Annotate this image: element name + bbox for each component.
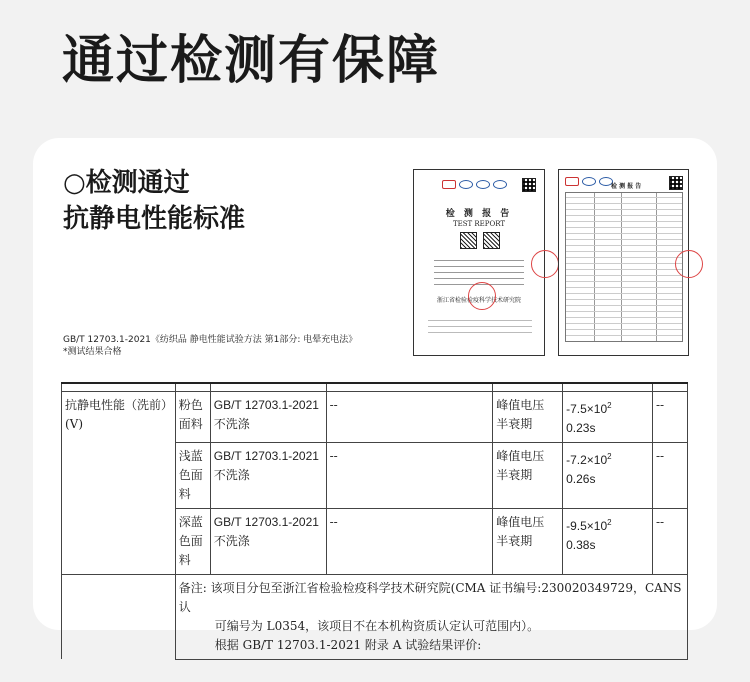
certification-logos [442,180,507,189]
table-notes-row [62,574,688,659]
issuing-organization: 浙江省检验检疫科学技术研究院 [436,297,521,304]
subcontract-note: 备注: 该项目分包至浙江省检验检疫科学技术研究院(CMA 证书编号:230020349729，CANS 认 [178,580,682,614]
qr-code-icon [483,232,500,249]
seal-logo-icon [493,180,507,189]
subcontract-note-continued: 可编号为 L0354，该项目不在本机构资质认定认可范围内）。 [214,618,540,633]
report-card [33,138,717,652]
official-seal-icon [531,250,559,278]
judgement-cell: -- [653,391,688,442]
half-life-label: 半衰期 [496,416,533,431]
qr-code-icon [460,232,477,249]
requirement-cell: -- [326,508,493,574]
ilac-logo-icon [582,177,596,186]
property-cell: 抗静电性能（洗前）(V) [62,391,176,574]
requirement-cell: -- [326,391,493,442]
notes-cell [175,574,687,659]
report-page-title: 检 测 报 告 [611,183,642,190]
qr-code-icon [522,178,536,192]
method-cell [210,391,326,442]
peak-voltage-label: 峰值电压 [496,448,545,463]
requirement-cell: -- [326,442,493,508]
peak-voltage-label: 峰值电压 [496,514,545,529]
method-note: 不洗涤 [213,467,250,482]
footer-line [428,332,532,333]
qr-code-icon [669,176,683,190]
peak-voltage-value: $-9.5\times 10^2$ [566,517,612,533]
evaluation-basis: 根据 GB/T 12703.1-2021 附录 A 试验结果评价: [214,637,482,652]
method-note: 不洗涤 [213,416,250,431]
value-cell [563,442,653,508]
color-cell: 浅蓝色面料 [175,442,210,508]
peak-voltage-label: 峰值电压 [496,397,545,412]
form-line [434,278,524,279]
judgement-cell: -- [653,508,688,574]
official-seal-icon [468,282,496,310]
method-note: 不洗涤 [213,533,250,548]
official-seal-icon [675,250,703,278]
half-life-value: 0.23s [566,420,596,435]
method-standard: GB/T 12703.1-2021 [213,448,319,463]
method-cell [210,508,326,574]
judgement-cell: -- [653,442,688,508]
color-cell: 粉色面料 [175,391,210,442]
label-cell [493,442,563,508]
cma-logo-icon [442,180,456,189]
table-row [62,391,688,442]
form-line [434,260,524,261]
value-cell [563,508,653,574]
results-table-thumbnail [565,192,683,342]
antistatic-standard-heading: 抗静电性能标准 [63,204,246,234]
test-report-cover-image [413,169,545,356]
label-cell [493,391,563,442]
form-line [434,272,524,273]
half-life-label: 半衰期 [496,533,533,548]
cma-logo-icon [565,177,579,186]
color-cell: 深蓝色面料 [175,508,210,574]
table-top-edge [62,383,688,391]
method-cell [210,442,326,508]
peak-voltage-value: $-7.2\times 10^2$ [566,451,612,467]
label-cell [493,508,563,574]
test-results-table [61,382,688,660]
method-standard: GB/T 12703.1-2021 [213,514,319,529]
footer-line [428,326,532,327]
method-standard: GB/T 12703.1-2021 [213,397,319,412]
cnas-logo-icon [476,180,490,189]
peak-voltage-value: $-7.5\times 10^2$ [566,400,612,416]
test-report-page-image [558,169,689,356]
standard-reference: GB/T 12703.1-2021《纺织品 静电性能试验方法 第1部分: 电晕充电法》 [63,335,358,345]
result-note: *测试结果合格 [63,347,122,357]
report-title-en: TEST REPORT [452,220,506,228]
certification-logos [565,177,613,186]
value-cell [563,391,653,442]
half-life-value: 0.38s [566,537,596,552]
half-life-value: 0.26s [566,471,596,486]
form-line [434,266,524,267]
footer-line [428,320,532,321]
ilac-logo-icon [459,180,473,189]
check-passed-heading: ○检测通过 [63,168,190,198]
half-life-label: 半衰期 [496,467,533,482]
report-title-cn: 检 测 报 告 [445,209,513,219]
page-title: 通过检测有保障 [62,31,441,91]
